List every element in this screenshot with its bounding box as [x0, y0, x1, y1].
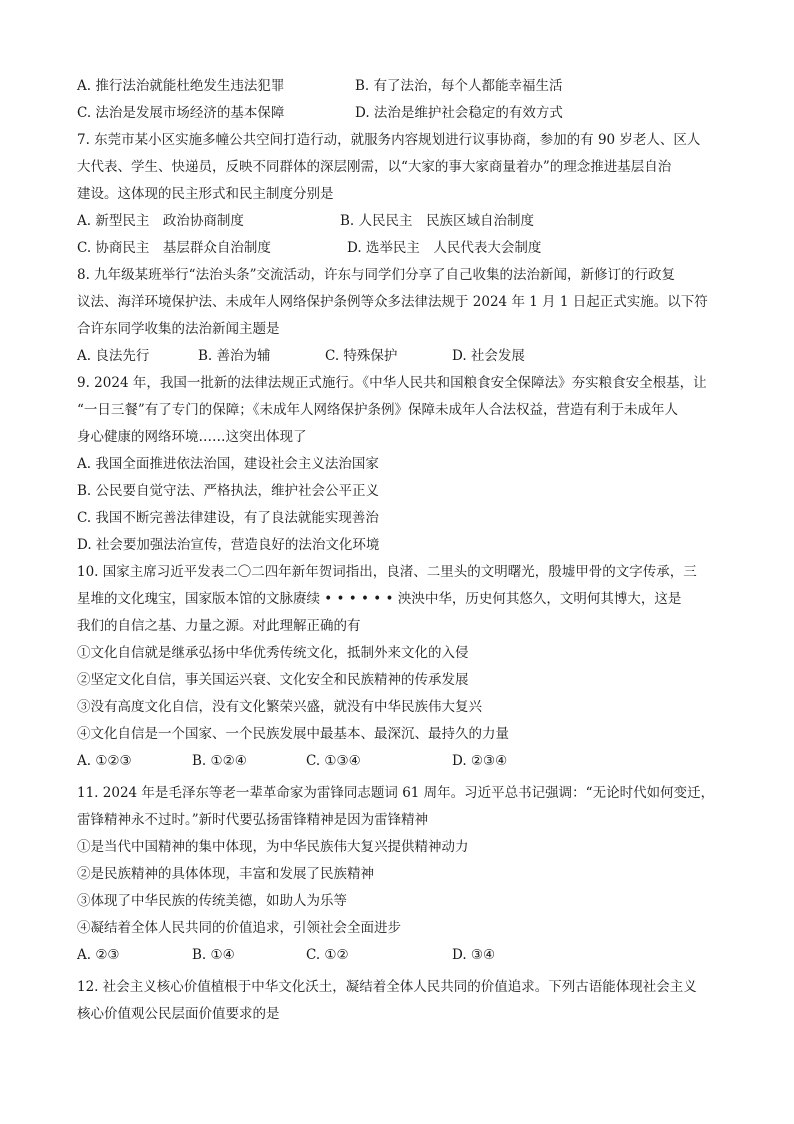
q9-stem-line: 身心健康的网络环境……这突出体现了	[77, 429, 307, 445]
q8-stem-line: 8. 九年级某班举行“法治头条”交流活动，许东与同学们分享了自己收集的法治新闻，新修订的行政复	[77, 267, 675, 283]
q10-option-c: C. ①③④	[306, 753, 361, 769]
q7-stem-line: 大代表、学生、快递员，反映不同群体的深层刚需，以“大家的事大家商量着办”的理念推进基层自治	[77, 159, 672, 175]
q7-option-c: C. 协商民主 基层群众自治制度	[77, 240, 271, 256]
q8-option-b: B. 善治为辅	[198, 348, 271, 364]
q11-option-b: B. ①④	[192, 947, 235, 963]
q10-stem-line: 星堆的文化瑰宝，国家版本馆的文脉赓续 • • • • • • 泱泱中华，历史何其悠久，文明何其博大，这是	[77, 591, 682, 607]
q10-option-d: D. ②③④	[452, 753, 508, 769]
q12-stem-line: 核心价值观公民层面价值要求的是	[77, 1006, 280, 1022]
q10-statement: ④文化自信是一个国家、一个民族发展中最基本、最深沉、最持久的力量	[77, 726, 509, 742]
q9-option-d: D. 社会要加强法治宣传，营造良好的法治文化环境	[77, 537, 380, 553]
q12-stem-line: 12. 社会主义核心价值植根于中华文化沃土，凝结着全体人民共同的价值追求。下列古语能体现社会主义	[77, 979, 697, 995]
q9-option-a: A. 我国全面推进依法治国，建设社会主义法治国家	[77, 456, 379, 472]
q9-option-c: C. 我国不断完善法律建设，有了良法就能实现善治	[77, 510, 379, 526]
q10-statement: ①文化自信就是继承弘扬中华优秀传统文化，抵制外来文化的入侵	[77, 645, 469, 661]
q11-option-c: C. ①②	[306, 947, 349, 963]
q7-option-d: D. 选举民主 人民代表大会制度	[347, 240, 542, 256]
q6-option-c: C. 法治是发展市场经济的基本保障	[77, 105, 285, 121]
q6-option-b: B. 有了法治，每个人都能幸福生活	[355, 78, 563, 94]
q7-stem-line: 建设。这体现的民主形式和民主制度分别是	[77, 186, 334, 202]
q7-stem-line: 7. 东莞市某小区实施多幢公共空间打造行动，就服务内容规划进行议事协商，参加的有 90 岁老人、区人	[77, 132, 701, 148]
q9-stem-line: 9. 2024 年，我国一批新的法律法规正式施行。《中华人民共和国粮食安全保障法》夯实粮食安全根基，让	[77, 375, 707, 391]
q10-statement: ③没有高度文化自信，没有文化繁荣兴盛，就没有中华民族伟大复兴	[77, 699, 482, 715]
q7-option-b: B. 人民民主 民族区域自治制度	[340, 213, 535, 229]
q6-option-d: D. 法治是维护社会稳定的有效方式	[355, 105, 563, 121]
q10-stem-line: 我们的自信之基、力量之源。对此理解正确的有	[77, 618, 361, 634]
q10-option-a: A. ①②③	[77, 753, 132, 769]
q11-statement: ③体现了中华民族的传统美德，如助人为乐等	[77, 893, 347, 909]
q10-statement: ②坚定文化自信，事关国运兴衰、文化安全和民族精神的传承发展	[77, 672, 469, 688]
q8-option-d: D. 社会发展	[452, 348, 525, 364]
q11-statement: ①是当代中国精神的集中体现，为中华民族伟大复兴提供精神动力	[77, 839, 469, 855]
q10-stem-line: 10. 国家主席习近平发表二〇二四年新年贺词指出，良渚、二里头的文明曙光，殷墟甲骨的文字传承，三	[77, 564, 697, 580]
q11-statement: ④凝结着全体人民共同的价值追求，引领社会全面进步	[77, 920, 401, 936]
q11-statement: ②是民族精神的具体体现，丰富和发展了民族精神	[77, 866, 374, 882]
q11-option-d: D. ③④	[452, 947, 496, 963]
q11-stem-line: 雷锋精神永不过时。”新时代要弘扬雷锋精神是因为雷锋精神	[77, 812, 429, 828]
q8-stem-line: 议法、海洋环境保护法、未成年人网络保护条例等众多法律法规于 2024 年 1 月 1 日起正式实施。以下符	[77, 294, 708, 310]
q10-option-b: B. ①②④	[192, 753, 247, 769]
q11-option-a: A. ②③	[77, 947, 120, 963]
q9-stem-line: “一日三餐”有了专门的保障；《未成年人网络保护条例》保障未成年人合法权益，营造有利于未成年人	[77, 402, 679, 418]
q8-stem-line: 合许东同学收集的法治新闻主题是	[77, 321, 280, 337]
q7-option-a: A. 新型民主 政治协商制度	[77, 213, 244, 229]
q9-option-b: B. 公民要自觉守法、严格执法，维护社会公平正义	[77, 483, 380, 499]
q11-stem-line: 11. 2024 年是毛泽东等老一辈革命家为雷锋同志题词 61 周年。习近平总书记强调：“无论时代如何变迁，	[77, 785, 715, 801]
q8-option-c: C. 特殊保护	[325, 348, 398, 364]
q6-option-a: A. 推行法治就能杜绝发生违法犯罪	[77, 78, 285, 94]
q8-option-a: A. 良法先行	[77, 348, 150, 364]
